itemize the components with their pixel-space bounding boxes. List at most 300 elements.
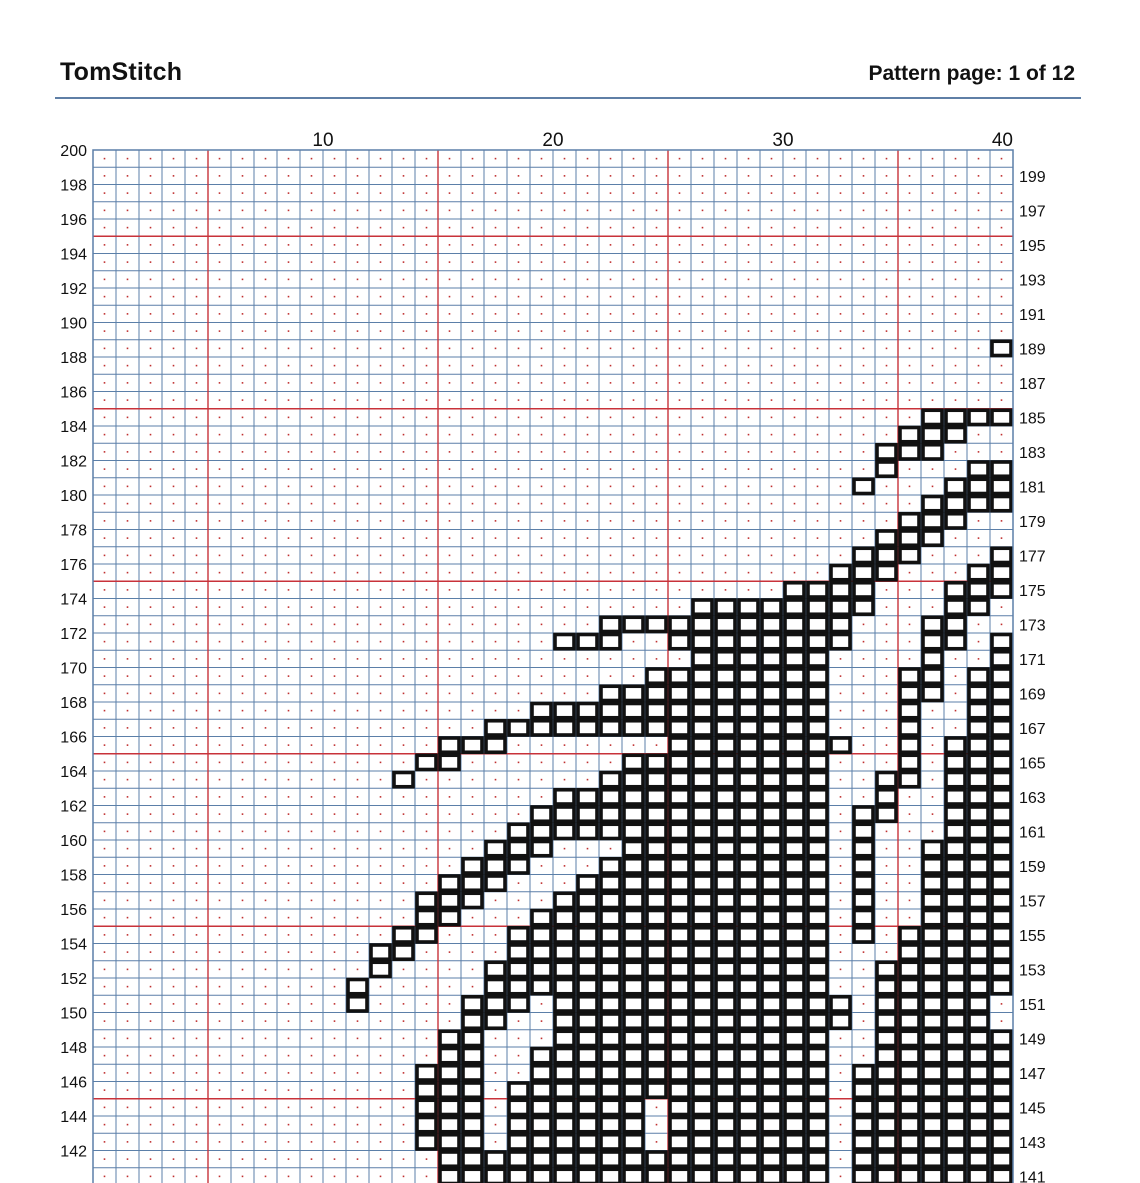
stitch-cell (785, 962, 804, 976)
cell-dot (656, 296, 658, 298)
stitch-cell (785, 859, 804, 873)
cell-dot (840, 693, 842, 695)
cell-dot (196, 503, 198, 505)
cell-dot (380, 434, 382, 436)
cell-dot (978, 451, 980, 453)
stitch-cell (969, 497, 988, 511)
cell-dot (357, 451, 359, 453)
cell-dot (403, 261, 405, 263)
cell-dot (334, 1038, 336, 1040)
cell-dot (771, 468, 773, 470)
cell-dot (886, 727, 888, 729)
stitch-cell (716, 980, 735, 994)
stitch-cell (877, 1049, 896, 1063)
cell-dot (702, 365, 704, 367)
stitch-cell (992, 928, 1011, 942)
cell-dot (242, 1176, 244, 1178)
cell-dot (357, 537, 359, 539)
cell-dot (380, 330, 382, 332)
row-number-label-left: 158 (60, 867, 87, 885)
cell-dot (104, 210, 106, 212)
cell-dot (656, 589, 658, 591)
stitch-cell (509, 1083, 528, 1097)
stitch-cell (992, 462, 1011, 476)
cell-dot (219, 848, 221, 850)
cell-dot (840, 365, 842, 367)
stitch-cell (946, 583, 965, 597)
cell-dot (725, 589, 727, 591)
cell-dot (288, 831, 290, 833)
cell-dot (334, 744, 336, 746)
cell-dot (334, 486, 336, 488)
stitch-cell (808, 1049, 827, 1063)
cell-dot (219, 986, 221, 988)
cell-dot (357, 1038, 359, 1040)
cell-dot (403, 1158, 405, 1160)
cell-dot (633, 503, 635, 505)
stitch-cell (969, 738, 988, 752)
cell-dot (564, 296, 566, 298)
stitch-cell (716, 1169, 735, 1183)
cell-dot (794, 279, 796, 281)
cell-dot (242, 520, 244, 522)
stitch-cell (601, 962, 620, 976)
cell-dot (380, 900, 382, 902)
cell-dot (104, 365, 106, 367)
cell-dot (610, 279, 612, 281)
cell-dot (196, 1003, 198, 1005)
stitch-cell (992, 669, 1011, 683)
stitch-cell (923, 1169, 942, 1183)
stitch-cell (992, 842, 1011, 856)
stitch-cell (969, 824, 988, 838)
cell-dot (633, 227, 635, 229)
cell-dot (978, 210, 980, 212)
cell-dot (150, 158, 152, 160)
stitch-cell (463, 1118, 482, 1132)
cell-dot (449, 451, 451, 453)
cell-dot (150, 175, 152, 177)
cell-dot (173, 951, 175, 953)
cell-dot (311, 279, 313, 281)
cell-dot (104, 1072, 106, 1074)
cell-dot (426, 537, 428, 539)
stitch-cell (831, 635, 850, 649)
cell-dot (679, 175, 681, 177)
cell-dot (518, 261, 520, 263)
cell-dot (886, 382, 888, 384)
stitch-cell (578, 1118, 597, 1132)
stitch-cell (716, 790, 735, 804)
cell-dot (863, 244, 865, 246)
stitch-cell (555, 1152, 574, 1166)
cell-dot (771, 296, 773, 298)
cell-dot (932, 382, 934, 384)
cell-dot (449, 210, 451, 212)
cell-dot (633, 244, 635, 246)
cell-dot (173, 727, 175, 729)
cell-dot (127, 244, 129, 246)
stitch-cell (739, 721, 758, 735)
stitch-cell (693, 738, 712, 752)
cell-dot (311, 468, 313, 470)
cell-dot (173, 882, 175, 884)
cell-dot (863, 227, 865, 229)
cell-dot (886, 503, 888, 505)
cell-dot (679, 417, 681, 419)
cell-dot (564, 382, 566, 384)
cell-dot (219, 762, 221, 764)
cell-dot (633, 348, 635, 350)
cell-dot (426, 624, 428, 626)
stitch-cell (785, 1152, 804, 1166)
stitch-cell (555, 997, 574, 1011)
cell-dot (771, 434, 773, 436)
stitch-cell (440, 911, 459, 925)
cell-dot (334, 348, 336, 350)
stitch-cell (854, 566, 873, 580)
cell-dot (104, 917, 106, 919)
cell-dot (242, 313, 244, 315)
cell-dot (518, 468, 520, 470)
cell-dot (725, 210, 727, 212)
row-number-label-left: 190 (60, 315, 87, 333)
cell-dot (771, 261, 773, 263)
cell-dot (104, 1124, 106, 1126)
stitch-cell (992, 583, 1011, 597)
cell-dot (518, 693, 520, 695)
cell-dot (288, 192, 290, 194)
cell-dot (219, 693, 221, 695)
cell-dot (771, 158, 773, 160)
cell-dot (357, 572, 359, 574)
cell-dot (242, 727, 244, 729)
cell-dot (909, 624, 911, 626)
stitch-cell (877, 980, 896, 994)
stitch-cell (693, 1100, 712, 1114)
cell-dot (426, 210, 428, 212)
cell-dot (426, 589, 428, 591)
stitch-cell (877, 790, 896, 804)
stitch-cell (808, 1152, 827, 1166)
cell-dot (610, 365, 612, 367)
stitch-cell (670, 842, 689, 856)
cell-dot (357, 1141, 359, 1143)
stitch-cell (992, 479, 1011, 493)
cell-dot (1001, 399, 1003, 401)
cell-dot (242, 572, 244, 574)
cell-dot (725, 503, 727, 505)
cell-dot (127, 848, 129, 850)
stitch-cell (808, 842, 827, 856)
cell-dot (150, 468, 152, 470)
cell-dot (449, 227, 451, 229)
cell-dot (288, 555, 290, 557)
cell-dot (127, 1141, 129, 1143)
cell-dot (679, 382, 681, 384)
cell-dot (541, 468, 543, 470)
cell-dot (610, 382, 612, 384)
cell-dot (978, 279, 980, 281)
cell-dot (311, 779, 313, 781)
stitch-cell (670, 824, 689, 838)
stitch-cell (808, 704, 827, 718)
cell-dot (357, 1072, 359, 1074)
cell-dot (518, 434, 520, 436)
cell-dot (380, 1176, 382, 1178)
stitch-cell (923, 652, 942, 666)
cell-dot (495, 1055, 497, 1057)
brand-title: TomStitch (60, 58, 183, 86)
cell-dot (541, 210, 543, 212)
stitch-cell (739, 859, 758, 873)
stitch-cell (854, 1152, 873, 1166)
row-number-label-right: 195 (1019, 237, 1046, 255)
row-number-label-left: 142 (60, 1143, 87, 1161)
cell-dot (472, 589, 474, 591)
cell-dot (265, 1003, 267, 1005)
stitch-cell (647, 1014, 666, 1028)
stitch-cell (463, 1100, 482, 1114)
cell-dot (564, 882, 566, 884)
cell-dot (564, 365, 566, 367)
cell-dot (748, 296, 750, 298)
cell-dot (541, 365, 543, 367)
cell-dot (656, 641, 658, 643)
stitch-cell (624, 721, 643, 735)
stitch-cell (532, 704, 551, 718)
row-number-label-left: 146 (60, 1074, 87, 1092)
cell-dot (840, 762, 842, 764)
cell-dot (978, 227, 980, 229)
stitch-cell (900, 997, 919, 1011)
stitch-cell (578, 1169, 597, 1183)
cell-dot (288, 1003, 290, 1005)
stitch-cell (762, 1014, 781, 1028)
cell-dot (909, 348, 911, 350)
cell-dot (380, 192, 382, 194)
cell-dot (311, 1124, 313, 1126)
cell-dot (771, 244, 773, 246)
cell-dot (886, 486, 888, 488)
cell-dot (610, 486, 612, 488)
cell-dot (840, 865, 842, 867)
cell-dot (771, 486, 773, 488)
cell-dot (495, 486, 497, 488)
cell-dot (127, 1055, 129, 1057)
cell-dot (863, 261, 865, 263)
row-number-label-left: 188 (60, 350, 87, 367)
cell-dot (932, 727, 934, 729)
cell-dot (104, 486, 106, 488)
cell-dot (633, 158, 635, 160)
cell-dot (840, 227, 842, 229)
cell-dot (426, 606, 428, 608)
cell-dot (656, 279, 658, 281)
row-number-label-right: 177 (1019, 548, 1046, 566)
cell-dot (173, 865, 175, 867)
stitch-cell (739, 617, 758, 631)
cell-dot (219, 658, 221, 660)
cell-dot (265, 710, 267, 712)
cell-dot (334, 1141, 336, 1143)
cell-dot (311, 1003, 313, 1005)
cell-dot (840, 330, 842, 332)
stitch-cell (969, 911, 988, 925)
cell-dot (587, 693, 589, 695)
cell-dot (127, 434, 129, 436)
cell-dot (196, 1158, 198, 1160)
cell-dot (541, 244, 543, 246)
cell-dot (541, 762, 543, 764)
stitch-cell (969, 962, 988, 976)
cell-dot (265, 313, 267, 315)
cell-dot (104, 848, 106, 850)
stitch-cell (509, 928, 528, 942)
cell-dot (104, 1055, 106, 1057)
stitch-cell (509, 1169, 528, 1183)
stitch-cell (601, 773, 620, 787)
stitch-cell (578, 807, 597, 821)
stitch-cell (578, 980, 597, 994)
cell-dot (265, 244, 267, 246)
stitch-cell (693, 755, 712, 769)
cell-dot (104, 710, 106, 712)
cell-dot (564, 848, 566, 850)
cell-dot (472, 399, 474, 401)
cell-dot (104, 382, 106, 384)
cell-dot (449, 158, 451, 160)
stitch-cell (785, 893, 804, 907)
cell-dot (909, 192, 911, 194)
stitch-cell (555, 635, 574, 649)
cell-dot (932, 589, 934, 591)
stitch-cell (624, 686, 643, 700)
stitch-cell (969, 686, 988, 700)
stitch-cell (969, 1169, 988, 1183)
cell-dot (173, 313, 175, 315)
cell-dot (541, 641, 543, 643)
stitch-cell (923, 980, 942, 994)
cell-dot (311, 399, 313, 401)
stitch-cell (785, 1083, 804, 1097)
cell-dot (863, 744, 865, 746)
cell-dot (357, 365, 359, 367)
cell-dot (265, 365, 267, 367)
cell-dot (104, 986, 106, 988)
cell-dot (955, 468, 957, 470)
stitch-cell (992, 704, 1011, 718)
cell-dot (886, 693, 888, 695)
cell-dot (150, 1072, 152, 1074)
stitch-cell (923, 1083, 942, 1097)
cell-dot (242, 1055, 244, 1057)
cell-dot (817, 399, 819, 401)
cell-dot (702, 175, 704, 177)
row-number-label-right: 199 (1019, 168, 1046, 186)
stitch-cell (716, 859, 735, 873)
stitch-cell (854, 1169, 873, 1183)
cell-dot (886, 192, 888, 194)
cell-dot (150, 244, 152, 246)
cell-dot (863, 969, 865, 971)
cell-dot (610, 744, 612, 746)
cell-dot (150, 796, 152, 798)
cell-dot (127, 779, 129, 781)
cell-dot (150, 1141, 152, 1143)
cell-dot (909, 641, 911, 643)
cell-dot (587, 348, 589, 350)
cell-dot (288, 1124, 290, 1126)
cell-dot (1001, 1020, 1003, 1022)
cell-dot (610, 468, 612, 470)
cell-dot (403, 382, 405, 384)
cell-dot (380, 468, 382, 470)
stitch-cell (992, 1100, 1011, 1114)
cell-dot (265, 192, 267, 194)
cell-dot (656, 434, 658, 436)
cell-dot (288, 417, 290, 419)
cell-dot (196, 900, 198, 902)
cell-dot (403, 279, 405, 281)
stitch-cell (509, 1100, 528, 1114)
cell-dot (403, 1038, 405, 1040)
cell-dot (771, 537, 773, 539)
cell-dot (173, 934, 175, 936)
cell-dot (334, 641, 336, 643)
cell-dot (173, 1124, 175, 1126)
cell-dot (748, 468, 750, 470)
cell-dot (403, 417, 405, 419)
row-number-label-right: 149 (1019, 1031, 1046, 1049)
stitch-cell (785, 738, 804, 752)
cell-dot (150, 762, 152, 764)
stitch-cell (739, 1049, 758, 1063)
cell-dot (288, 986, 290, 988)
stitch-cell (716, 807, 735, 821)
stitch-cell (532, 1135, 551, 1149)
cell-dot (518, 451, 520, 453)
cell-dot (909, 261, 911, 263)
stitch-cell (946, 1169, 965, 1183)
stitch-cell (969, 721, 988, 735)
stitch-cell (900, 686, 919, 700)
stitch-cell (992, 721, 1011, 735)
cell-dot (932, 313, 934, 315)
cell-dot (380, 779, 382, 781)
cell-dot (127, 1124, 129, 1126)
stitch-cell (762, 980, 781, 994)
cell-dot (679, 606, 681, 608)
stitch-cell (969, 410, 988, 424)
cell-dot (679, 244, 681, 246)
cell-dot (679, 296, 681, 298)
cell-dot (265, 279, 267, 281)
cell-dot (495, 555, 497, 557)
stitch-cell (762, 755, 781, 769)
cell-dot (472, 313, 474, 315)
stitch-cell (532, 928, 551, 942)
cell-dot (173, 572, 175, 574)
cell-dot (196, 1141, 198, 1143)
cell-dot (242, 1158, 244, 1160)
cell-dot (955, 382, 957, 384)
cell-dot (242, 279, 244, 281)
cell-dot (564, 468, 566, 470)
stitch-cell (624, 617, 643, 631)
cell-dot (380, 865, 382, 867)
cell-dot (863, 313, 865, 315)
